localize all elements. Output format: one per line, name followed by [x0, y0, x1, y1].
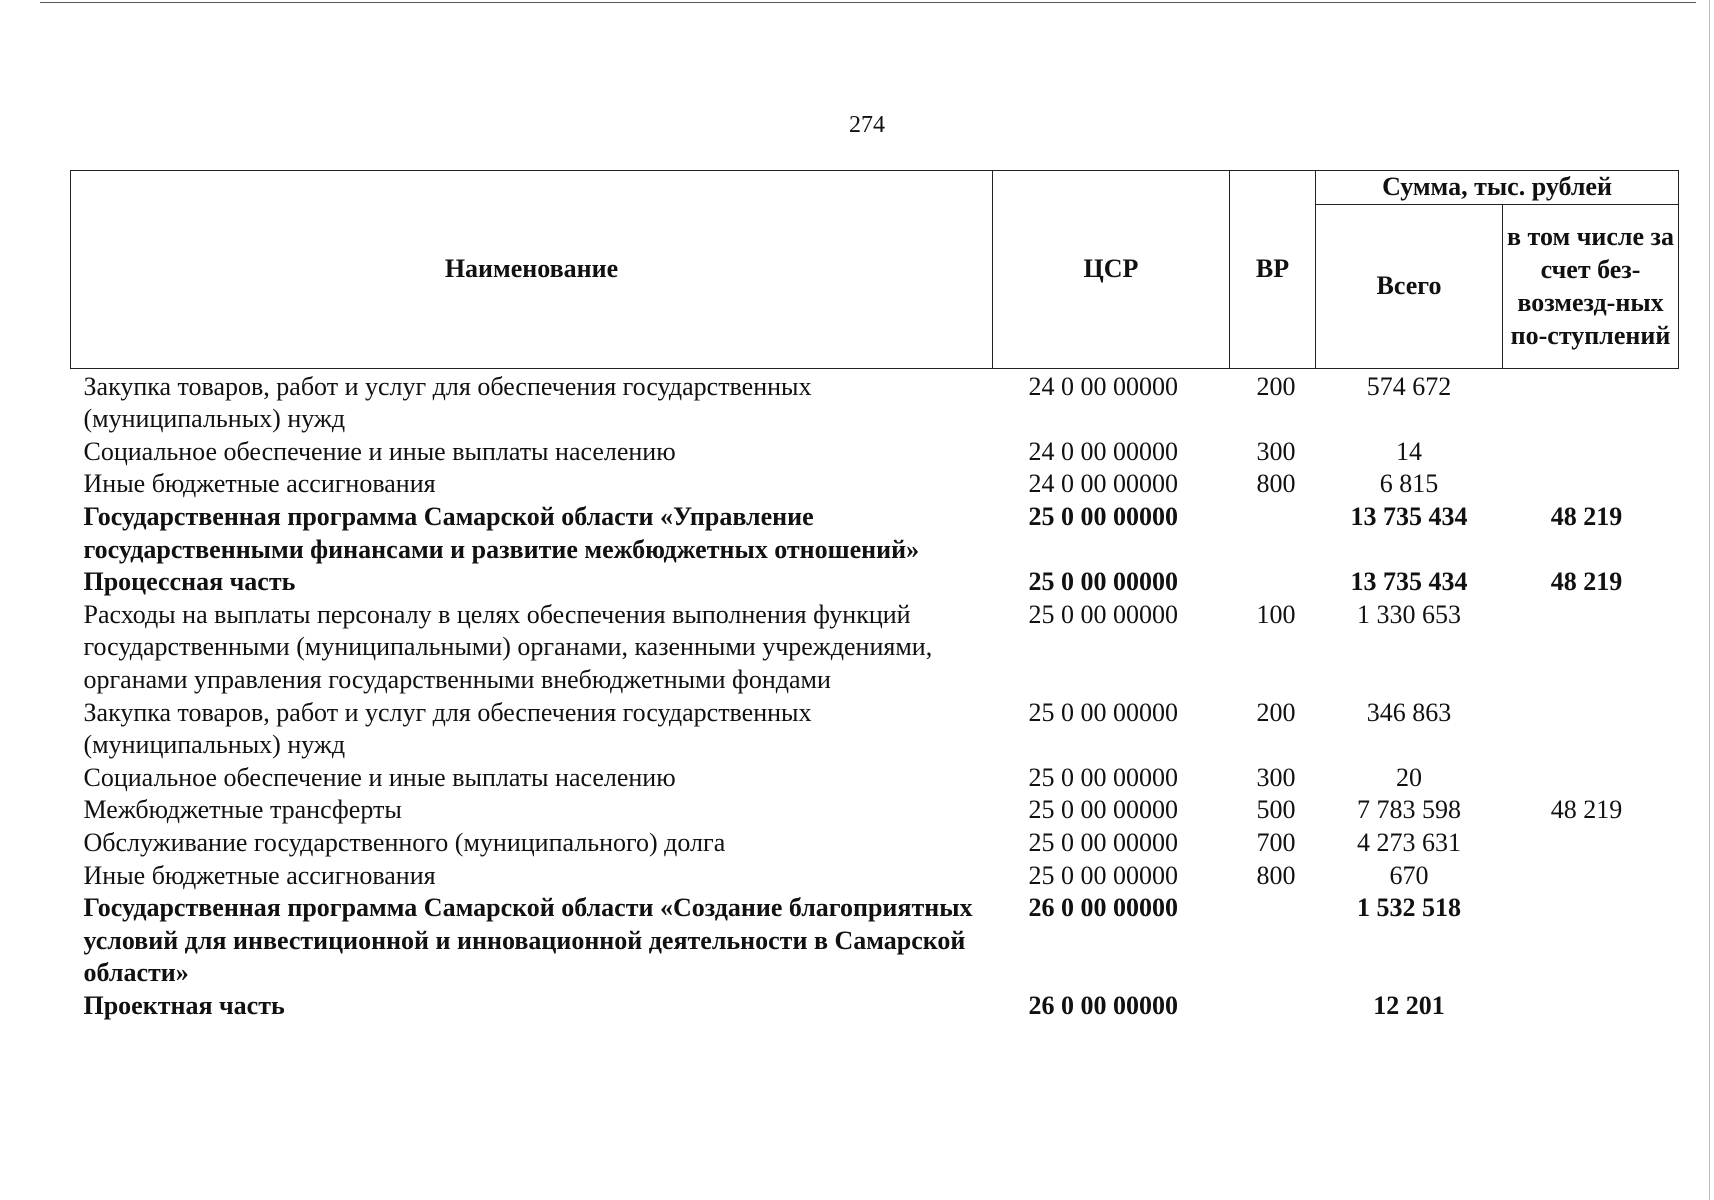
row-total: 1 330 653: [1357, 599, 1461, 629]
scan-edge-top: [40, 2, 1696, 3]
row-total: 4 273 631: [1357, 827, 1461, 857]
row-csr: 24 0 00 00000: [1028, 469, 1178, 499]
table-row: [71, 762, 1679, 795]
row-vr: 200: [1256, 697, 1296, 727]
table-row: [71, 892, 1679, 990]
header-name: Наименование: [71, 171, 993, 369]
table-body: [71, 368, 1679, 1022]
row-total: 13 735 434: [1350, 567, 1468, 597]
row-free: [1503, 762, 1679, 795]
table-row: [71, 794, 1679, 827]
row-vr: [1230, 501, 1316, 566]
header-sum-group: Сумма, тыс. рублей: [1316, 171, 1679, 205]
row-total: 14: [1396, 436, 1422, 466]
row-name: Межбюджетные трансферты: [83, 795, 402, 825]
table-row: [71, 436, 1679, 469]
row-csr: 25 0 00 00000: [1028, 762, 1178, 792]
row-vr: 800: [1256, 469, 1296, 499]
table-row: [71, 501, 1679, 566]
row-vr: 500: [1256, 795, 1296, 825]
row-total: 1 532 518: [1357, 893, 1461, 923]
table-row: [71, 827, 1679, 860]
row-name: Расходы на выплаты персоналу в целях обеспечения выполнения функций государственными (муниципальными) органами, казенными учреждениями, органами управления государственными внебюджетными фондами: [83, 599, 933, 694]
row-name: Социальное обеспечение и иные выплаты населению: [83, 762, 676, 792]
row-vr: 300: [1256, 436, 1296, 466]
row-name: Иные бюджетные ассигнования: [83, 469, 436, 499]
row-name: Закупка товаров, работ и услуг для обеспечения государственных (муниципальных) нужд: [83, 697, 812, 760]
row-total: 12 201: [1373, 990, 1445, 1020]
row-free: 48 219: [1550, 501, 1623, 531]
row-free: [1503, 990, 1679, 1023]
row-free: 48 219: [1550, 567, 1623, 597]
row-name: Обслуживание государственного (муниципального) долга: [83, 827, 726, 857]
row-vr: [1230, 566, 1316, 599]
table-row: [71, 990, 1679, 1023]
row-free: [1503, 892, 1679, 990]
scan-edge-right: [1709, 0, 1710, 1200]
row-vr: 800: [1256, 860, 1296, 890]
row-free: [1503, 697, 1679, 762]
row-total: 20: [1396, 762, 1422, 792]
header-vr: ВР: [1230, 171, 1316, 369]
row-total: 346 863: [1366, 697, 1452, 727]
row-vr: 700: [1256, 827, 1296, 857]
row-csr: 26 0 00 00000: [1028, 893, 1178, 923]
row-csr: 25 0 00 00000: [1028, 567, 1178, 597]
header-csr: ЦСР: [993, 171, 1230, 369]
row-vr: 100: [1256, 599, 1296, 629]
row-csr: 25 0 00 00000: [1028, 599, 1178, 629]
row-name: Проектная часть: [83, 990, 285, 1020]
row-vr: 300: [1256, 762, 1296, 792]
row-total: 13 735 434: [1350, 501, 1468, 531]
row-name: Иные бюджетные ассигнования: [83, 860, 436, 890]
row-free: [1503, 436, 1679, 469]
row-csr: 25 0 00 00000: [1028, 697, 1178, 727]
row-csr: 25 0 00 00000: [1028, 827, 1178, 857]
row-csr: 25 0 00 00000: [1028, 860, 1178, 890]
table-row: [71, 368, 1679, 436]
row-name: Закупка товаров, работ и услуг для обеспечения государственных (муниципальных) нужд: [83, 371, 812, 434]
page-number: 274: [849, 112, 885, 138]
row-vr: [1230, 892, 1316, 990]
row-csr: 25 0 00 00000: [1028, 501, 1178, 531]
row-name: Процессная часть: [83, 567, 296, 597]
table-row: [71, 697, 1679, 762]
table-row: [71, 468, 1679, 501]
table-row: [71, 566, 1679, 599]
table-row: [71, 860, 1679, 893]
row-free: [1503, 468, 1679, 501]
row-name: Государственная программа Самарской области «Управление государственными финансами и развитие межбюджетных отношений»: [83, 501, 920, 564]
table-row: [71, 599, 1679, 697]
row-csr: 25 0 00 00000: [1028, 795, 1178, 825]
row-csr: 24 0 00 00000: [1028, 436, 1178, 466]
table-header: [71, 171, 1679, 369]
row-total: 574 672: [1366, 371, 1452, 401]
row-total: 6 815: [1379, 469, 1439, 499]
row-vr: 200: [1256, 371, 1296, 401]
row-free: [1503, 827, 1679, 860]
budget-table: [70, 170, 1679, 1022]
row-free: [1503, 368, 1679, 436]
row-csr: 26 0 00 00000: [1028, 990, 1178, 1020]
header-total: Всего: [1316, 204, 1503, 368]
header-free-receipts: в том числе за счет без-возмезд-ных по-ступлений: [1503, 204, 1679, 368]
row-name: Социальное обеспечение и иные выплаты населению: [83, 436, 676, 466]
row-free: 48 219: [1550, 795, 1623, 825]
row-total: 7 783 598: [1357, 795, 1461, 825]
row-csr: 24 0 00 00000: [1028, 371, 1178, 401]
row-vr: [1230, 990, 1316, 1023]
row-name: Государственная программа Самарской области «Создание благоприятных условий для инвестиционной и инновационной деятельности в Самарской области»: [83, 893, 973, 988]
row-free: [1503, 860, 1679, 893]
row-total: 670: [1389, 860, 1429, 890]
row-free: [1503, 599, 1679, 697]
